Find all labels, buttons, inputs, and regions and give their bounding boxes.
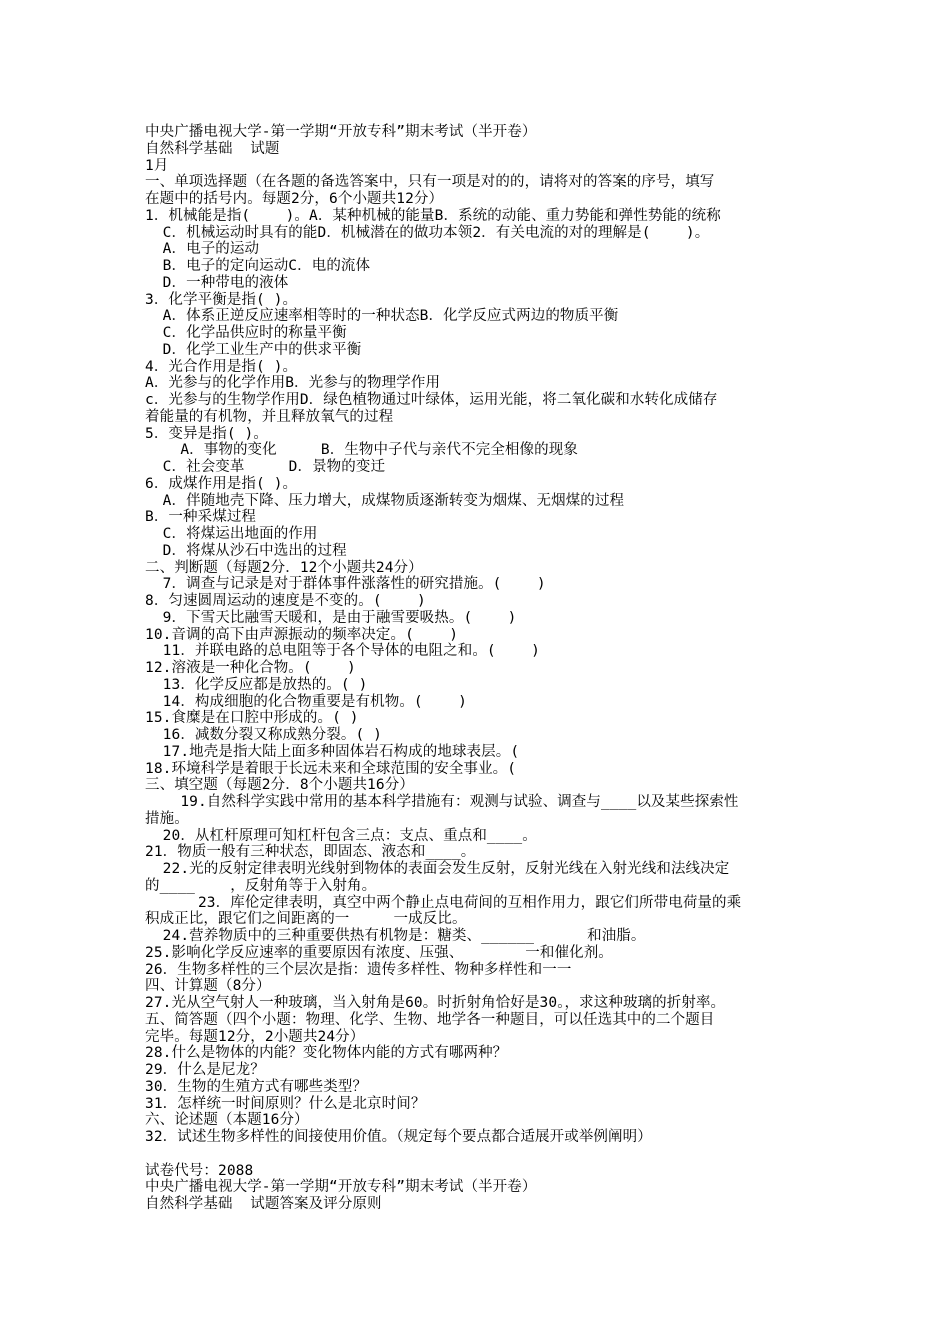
text-line: 在题中的括号内。每题2分，6个小题共12分） bbox=[145, 191, 444, 207]
text-line: 6．成煤作用是指( )。 bbox=[145, 475, 298, 492]
text-line: 16．减数分裂又称成熟分裂。( ) bbox=[145, 727, 383, 743]
text-line: 一、单项选择题（在各题的备选答案中，只有一项是对的的，请将对的答案的序号，填写 bbox=[145, 174, 715, 191]
text-line: 六、论述题（本题16分） bbox=[145, 1112, 309, 1129]
text-line: 的____ ，反射角等于入射角。 bbox=[145, 877, 377, 894]
text-line: c．光参与的生物学作用D．绿色植物通过叶绿体，运用光能，将二氧化碳和水转化成储存 bbox=[145, 392, 718, 408]
text-line: 31．怎样统一时间原则？什么是北京时间？ bbox=[145, 1095, 426, 1112]
text-line: 25.影响化学反应速率的重要原因有浓度、压强、 一和催化剂。 bbox=[145, 944, 613, 961]
text-line: C．化学品供应时的称量平衡 bbox=[145, 325, 347, 341]
text-line: C．机械运动时具有的能D．机械潜在的做功本领2．有关电流的对的理解是( )。 bbox=[145, 224, 710, 241]
text-line: D．将煤从沙石中选出的过程 bbox=[145, 542, 347, 559]
text-line: 11．并联电路的总电阻等于各个导体的电阻之和。( ) bbox=[145, 643, 540, 660]
text-line: 12.溶液是一种化合物。( ) bbox=[145, 660, 356, 676]
text-line: 四、计算题（8分） bbox=[145, 978, 271, 995]
text-line: A．伴随地壳下降、压力增大，成煤物质逐渐转变为烟煤、无烟煤的过程 bbox=[145, 492, 625, 509]
text-line: 自然科学基础 试题答案及评分原则 bbox=[145, 1196, 382, 1212]
text-line: 三、填空题（每题2分．8个小题共16分） bbox=[145, 777, 414, 794]
text-line: 20．从杠杆原理可知杠杆包含三点：支点、重点和____。 bbox=[145, 827, 537, 844]
text-line: 27.光从空气射人一种玻璃，当入射角是60。时折射角恰好是30。，求这种玻璃的折射率。 bbox=[145, 995, 726, 1011]
text-line: 中央广播电视大学-第一学期“开放专科”期末考试（半开卷） bbox=[145, 1179, 537, 1196]
text-line: A．光参与的化学作用B．光参与的物理学作用 bbox=[145, 375, 441, 392]
text-line: B．一种采煤过程 bbox=[145, 509, 257, 526]
text-line: 5．变异是指( )。 bbox=[145, 425, 268, 442]
text-line: 3．化学平衡是指( )。 bbox=[145, 291, 298, 308]
text-line: 32．试述生物多样性的间接使用价值。（规定每个要点都合适展开或举例阐明） bbox=[145, 1129, 652, 1145]
text-line: 1月 bbox=[145, 157, 169, 174]
text-line: A．事物的变化 B．生物中子代与亲代不完全相像的现象 bbox=[145, 442, 578, 459]
text-line: A．体系正逆反应速率相等时的一种状态B．化学反应式两边的物质平衡 bbox=[145, 308, 619, 325]
text-line: 措施。 bbox=[145, 810, 189, 827]
text-line: 完毕。每题12分，2小题共24分） bbox=[145, 1028, 365, 1045]
text-line: 30．生物的生殖方式有哪些类型？ bbox=[145, 1078, 368, 1095]
text-line: 18.环境科学是着眼于长远未来和全球范围的安全事业。( bbox=[145, 760, 517, 777]
text-line: 21．物质一般有三种状态，即固态、液态和____。 bbox=[145, 844, 476, 861]
text-line: 26．生物多样性的三个层次是指：遗传多样性、物种多样性和一一 bbox=[145, 961, 572, 978]
text-line: 二、判断题（每题2分．12个小题共24分） bbox=[145, 559, 423, 576]
text-line: 28.什么是物体的内能？变化物体内能的方式有哪两种？ bbox=[145, 1045, 508, 1062]
text-line: 着能量的有机物，并且释放氧气的过程 bbox=[145, 408, 394, 425]
text-line: 9．下雪天比融雪天暖和，是由于融雪要吸热。( ) bbox=[145, 609, 517, 626]
text-line: 五、简答题（四个小题：物理、化学、生物、地学各一种题目，可以任选其中的二个题目 bbox=[145, 1011, 715, 1028]
text-line: A．电子的运动 bbox=[145, 241, 260, 258]
text-line: D．化学工业生产中的供求平衡 bbox=[145, 341, 362, 358]
text-line: 1．机械能是指( )。A．某种机械的能量B．系统的动能、重力势能和弹性势能的统称 bbox=[145, 207, 721, 224]
text-line: 10.音调的高下由声源振动的频率决定。( ) bbox=[145, 626, 459, 643]
text-line: 24.营养物质中的三种重要供热有机物是：糖类、______ 和油脂。 bbox=[145, 928, 646, 944]
text-line: 8．匀速圆周运动的速度是不变的。( ) bbox=[145, 593, 426, 609]
text-line: 4．光合作用是指( )。 bbox=[145, 358, 298, 375]
text-line: 14．构成细胞的化合物重要是有机物。( ) bbox=[145, 693, 467, 710]
text-line: 积成正比，跟它们之间距离的一 一成反比。 bbox=[145, 911, 467, 928]
text-line: 15.食糜是在口腔中形成的。( ) bbox=[145, 710, 359, 727]
text-line: 22.光的反射定律表明光线射到物体的表面会发生反射，反射光线在入射光线和法线决定 bbox=[145, 861, 730, 877]
text-line: C．社会变革 D．景物的变迁 bbox=[145, 459, 386, 475]
text-line: 23．库伦定律表明，真空中两个静止点电荷间的互相作用力，跟它们所带电荷量的乘 bbox=[145, 894, 742, 911]
text-line: 19.自然科学实践中常用的基本科学措施有：观测与试验、调查与____以及某些探索性 bbox=[145, 794, 739, 810]
text-line: 29．什么是尼龙？ bbox=[145, 1062, 265, 1078]
text-line: 试卷代号：2088 bbox=[145, 1162, 254, 1179]
text-line: 自然科学基础 试题 bbox=[145, 140, 280, 157]
text-line: C．将煤运出地面的作用 bbox=[145, 526, 318, 542]
text-line: 13．化学反应都是放热的。( ) bbox=[145, 676, 368, 693]
text-line: 中央广播电视大学-第一学期“开放专科”期末考试（半开卷） bbox=[145, 124, 537, 140]
text-line: D．一种带电的液体 bbox=[145, 274, 289, 291]
text-line: 17.地壳是指大陆上面多种固体岩石构成的地球表层。( bbox=[145, 743, 520, 760]
text-line: 7．调查与记录是对于群体事件涨落性的研究措施。( ) bbox=[145, 576, 546, 593]
text-line: B．电子的定向运动C．电的流体 bbox=[145, 258, 371, 274]
